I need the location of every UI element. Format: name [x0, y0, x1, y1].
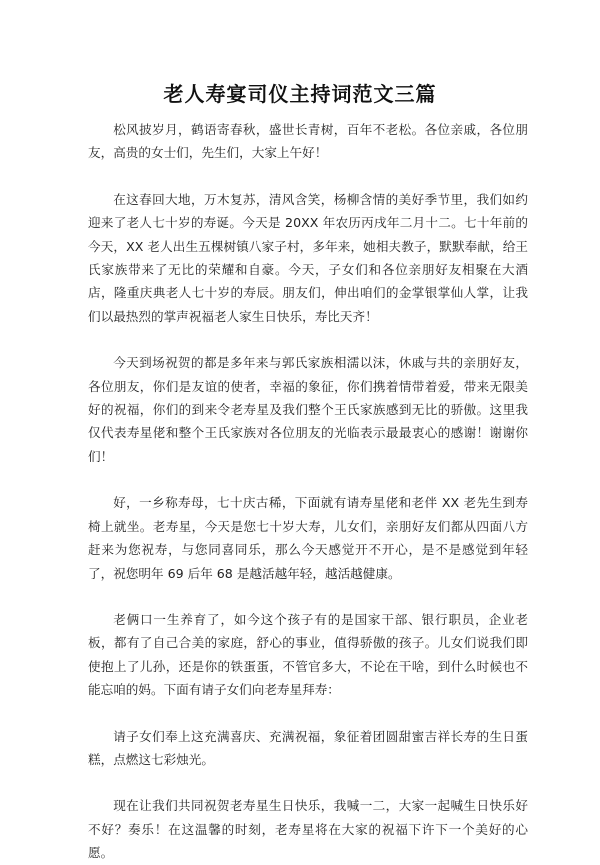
paragraph-thanks-guests: 今天到场祝贺的都是多年来与郭氏家族相濡以沫，休戚与共的亲朋好友，各位朋友，你们是友谊的使者，幸福的象征，你们携着情带着爱，带来无限美好的祝福，你们的到来令老寿星及我们整个王氏家族感到无比的骄傲。这里我仅代表寿星佬和整个王氏家族对各位朋友的光临表示最最衷心的感谢！谢谢你们！: [88, 355, 528, 464]
paragraph-cake: 请子女们奉上这充满喜庆、充满祝福，象征着团圆甜蜜吉祥长寿的生日蛋糕，点燃这七彩烛光。: [88, 728, 528, 767]
paragraph-children: 老俩口一生养育了，如今这个孩子有的是国家干部、银行职员，企业老板，都有了自己合美的家庭，舒心的事业，值得骄傲的孩子。儿女们说我们即使抱上了儿孙，还是你的铁蛋蛋，不管官多大，不论在干啥，到什么时候也不能忘咱的妈。下面有请子女们向老寿星拜寿：: [88, 611, 528, 698]
paragraph-birthday-intro: 在这春回大地，万木复苏，清风含笑，杨柳含情的美好季节里，我们如约迎来了老人七十岁的寿诞。今天是 20XX 年农历丙戌年二月十二。七十年前的今天，XX 老人出生五棵树镇八家子村，多年来，她相夫教子，默默奉献，给王氏家族带来了无比的荣耀和自豪。今天，子女们和各位亲朋好友相聚在大酒店，隆重庆典老人七十岁的寿辰。朋友们，伸出咱们的金掌银掌仙人掌，让我们以最热烈的掌声祝福老人家生日快乐，寿比天齐！: [88, 191, 528, 324]
document-title: 老人寿宴司仪主持词范文三篇: [163, 82, 437, 106]
paragraph-seat-elders: 好，一乡称寿母，七十庆古稀，下面就有请寿星佬和老伴 XX 老先生到寿椅上就坐。老寿星，今天是您七十岁大寿，儿女们，亲朋好友们都从四面八方赶来为您祝寿，与您同喜同乐，那么今天感觉开不开心，是不是感觉到年轻了，祝您明年 69 后年 68 是越活越年轻，越活越健康。: [88, 495, 528, 581]
paragraph-opening: 松风披岁月，鹤语寄春秋，盛世长青树，百年不老松。各位亲戚，各位朋友，高贵的女士们，先生们，大家上午好！: [88, 122, 528, 161]
document-body: [88, 118, 528, 865]
paragraph-closing: 现在让我们共同祝贺老寿星生日快乐，我喊一二，大家一起喊生日快乐好不好？奏乐！在这温馨的时刻，老寿星将在大家的祝福下许下一个美好的心愿。: [88, 798, 528, 861]
